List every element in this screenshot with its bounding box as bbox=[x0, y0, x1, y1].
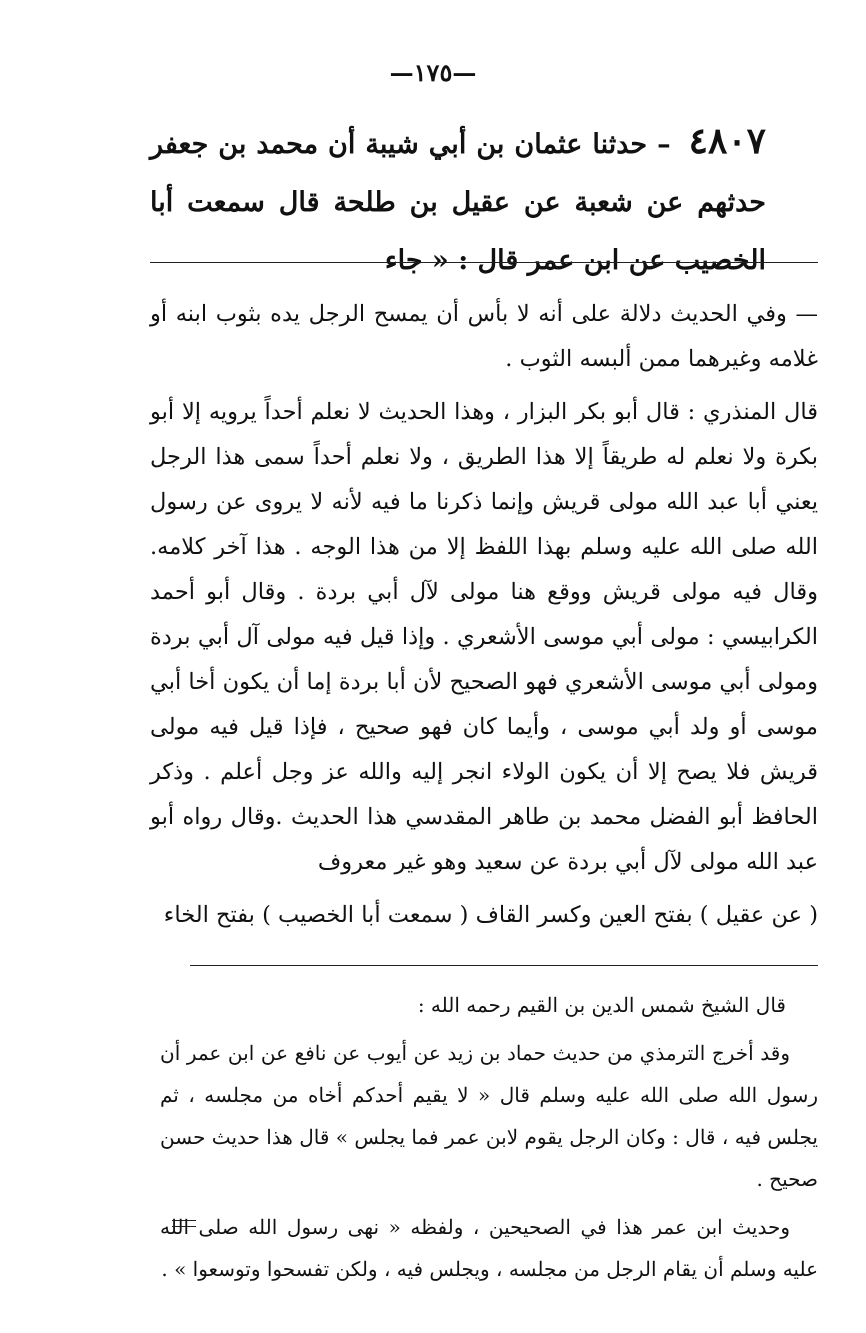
hadith-number: ٤٨٠٧ bbox=[688, 120, 766, 162]
ibn-qayyim-attribution: قال الشيخ شمس الدين بن القيم رحمه الله : bbox=[417, 993, 786, 1017]
hadith-text-block bbox=[150, 112, 766, 290]
end-mark-line-top bbox=[172, 1220, 196, 1221]
ibn-qayyim-paragraph-2: وحديث ابن عمر هذا في الصحيحين ، ولفظه « نهى رسول الله صلى الله عليه وسلم أن يقام الرجل من مجلسه ، ويجلس فيه ، ولكن تفسحوا وتوسعوا » . bbox=[160, 1215, 818, 1281]
section-end-mark bbox=[172, 1220, 196, 1232]
section-divider-bottom bbox=[190, 965, 818, 966]
commentary-paragraph-1: — وفي الحديث دلالة على أنه لا بأس أن يمسح الرجل يده بثوب ابنه أو غلامه وغيرهما ممن ألبسه الثوب . bbox=[150, 301, 818, 372]
commentary-paragraph-2: قال المنذري : قال أبو بكر البزار ، وهذا الحديث لا نعلم أحداً يرويه إلا أبو بكرة ولا نعلم له طريقاً إلا هذا الطريق ، ولا نعلم أحداً سمى هذا الرجل يعني أبا عبد الله مولى قريش وإنما ذكرنا ما فيه لأنه لا يروى عن رسول الله صلى الله عليه وسلم بهذا اللفظ إلا من هذا الوجه . هذا آخر كلامه. وقال فيه مولى قريش ووقع هنا مولى لآل أبي بردة . وقال أبو أحمد الكرابيسي : مولى أبي موسى الأشعري . وإذا قيل فيه مولى آل أبي بردة ومولى أبي موسى الأشعري فهو الصحيح لأن أبا بردة إما أن يكون أخا أبي موسى أو ولد أبي موسى ، وأيما كان فهو صحيح ، فإذا قيل فيه مولى قريش فلا يصح إلا أن يكون الولاء انجر إليه والله عز وجل أعلم . وذكر الحافظ أبو الفضل محمد بن طاهر المقدسي هذا الحديث .وقال رواه أبو عبد الله مولى لآل أبي بردة عن سعيد وهو غير معروف bbox=[150, 399, 818, 875]
commentary-paragraph-3: ( عن عقيل ) بفتح العين وكسر القاف ( سمعت أبا الخصيب ) بفتح الخاء bbox=[163, 902, 818, 928]
ibn-qayyim-paragraph-1: وقد أخرج الترمذي من حديث حماد بن زيد عن أيوب عن نافع عن ابن عمر أن رسول الله صلى الله عليه وسلم قال « لا يقيم أحدكم أخاه من مجلسه ، ثم يجلس فيه ، قال : وكان الرجل يقوم لابن عمر فما يجلس » قال هذا حديث حسن صحيح . bbox=[160, 1041, 818, 1191]
hadith-text: – حدثنا عثمان بن أبي شيبة أن محمد بن جعفر حدثهم عن شعبة عن عقيل بن طلحة قال سمعت أبا الخصيب عن ابن عمر قال : « جاء bbox=[150, 129, 766, 276]
commentary-section bbox=[150, 292, 818, 946]
page-number: —١٧٥— bbox=[389, 58, 477, 87]
section-divider-top bbox=[150, 262, 818, 263]
end-mark-line-bottom bbox=[172, 1226, 196, 1227]
ibn-qayyim-section bbox=[160, 984, 818, 1296]
